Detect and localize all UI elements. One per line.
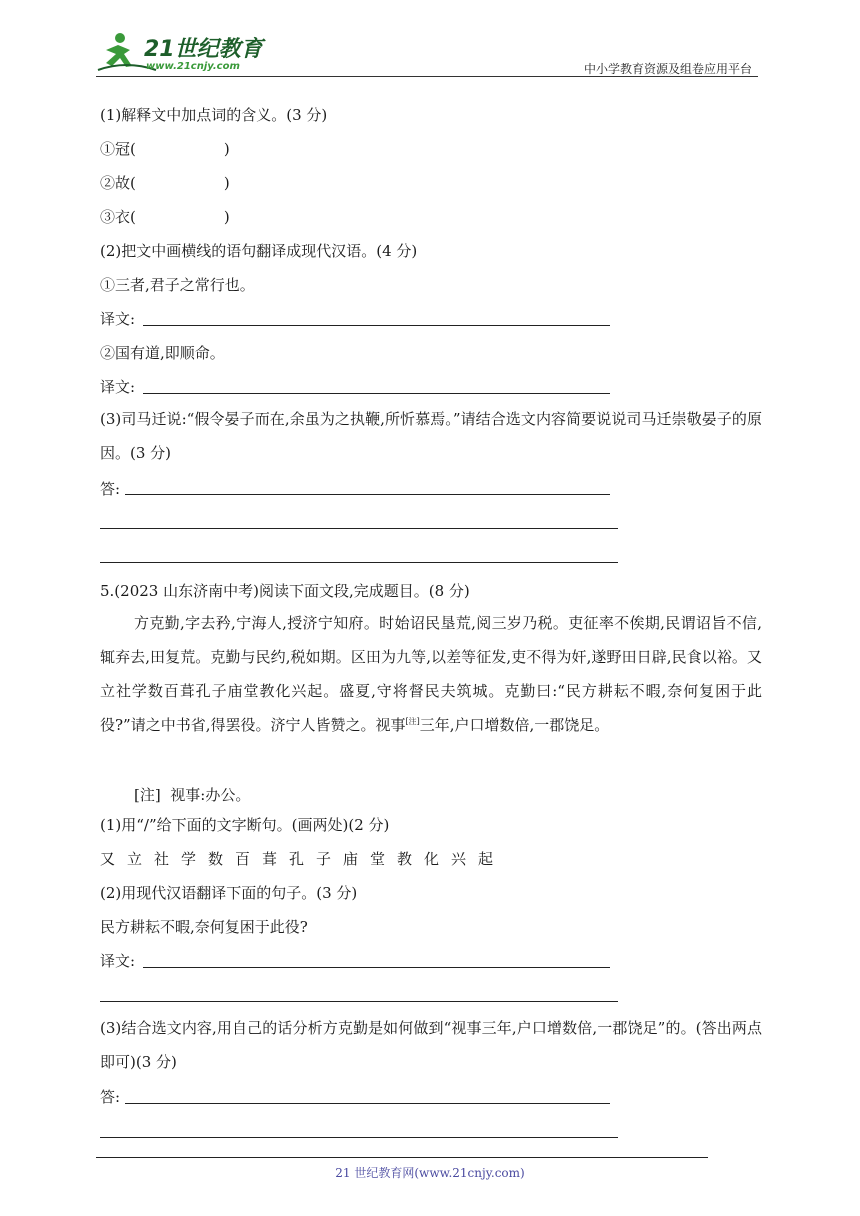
logo-text: 21世纪教育 [144, 37, 263, 62]
note-marker: [注] [405, 717, 420, 726]
q3-text: (3)司马迁说:“假令晏子而在,余虽为之执鞭,所忻慕焉。”请结合选文内容简要说说司马迁崇敬晏子的原因。(3 分) [100, 410, 762, 462]
q1-item [100, 173, 230, 193]
q5-sub1-title: (1)用“/”给下面的文字断句。(画两处)(2 分) [100, 816, 390, 834]
q5-sub2-sentence: 民方耕耘不暇,奈何复困于此役? [100, 918, 308, 936]
q5-title: 5.(2023 山东济南中考)阅读下面文段,完成题目。(8 分) [100, 582, 470, 600]
q5-passage-text: 方克勤,字去矜,宁海人,授济宁知府。时始诏民垦荒,阅三岁乃税。吏征率不俟期,民谓诏旨不信,辄弃去,田复荒。克勤与民约,税如期。区田为九等,以差等征发,吏不得为奸,遂野田日辟,民食以裕。又立社学数百葺孔子庙堂教化兴起。盛夏,守将督民夫筑城。克勤曰:“民方耕耘不暇,奈何复困于此役?”请之中书省,得罢役。济宁人皆赞之。视事 [100, 614, 762, 734]
q5-note [134, 785, 250, 805]
q5-passage [100, 606, 762, 742]
answer-line[interactable] [143, 393, 610, 394]
answer-line[interactable] [100, 528, 618, 529]
q2-sentence-2: ②国有道,即顺命。 [100, 344, 225, 362]
q5-sub3-label: 答: [100, 1088, 121, 1106]
q1-item [100, 139, 230, 159]
q2-title: (2)把文中画横线的语句翻译成现代汉语。(4 分) [100, 242, 418, 260]
platform-name: 中小学教育资源及组卷应用平台 [583, 62, 752, 76]
page-header [96, 30, 758, 78]
answer-line[interactable] [143, 325, 610, 326]
footer-divider [96, 1157, 708, 1158]
q5-sub3-text: (3)结合选文内容,用自己的话分析方克勤是如何做到“视事三年,户口增数倍,一郡饶足”的。(答出两点即可)(3 分) [100, 1019, 762, 1071]
answer-line[interactable] [100, 1137, 618, 1138]
answer-line[interactable] [100, 562, 618, 563]
q3-answer-label: 答: [100, 480, 121, 498]
q1-item-word: ②故( [100, 174, 136, 192]
q1-item-word: ③衣( [100, 208, 136, 226]
logo-url: www.21cnjy.com [146, 61, 240, 72]
q1-item-close: ) [223, 174, 230, 192]
answer-line[interactable] [143, 967, 610, 968]
q2-translation-label: 译文: [100, 378, 136, 396]
q2-sentence-1: ①三者,君子之常行也。 [100, 276, 255, 294]
q5-note-label: [注] [134, 786, 161, 804]
q1-item-close: ) [223, 140, 230, 158]
q1-item-close: ) [223, 208, 230, 226]
header-divider [96, 76, 758, 77]
q5-passage-end: 三年,户口增数倍,一郡饶足。 [419, 716, 610, 734]
answer-line[interactable] [100, 1001, 618, 1002]
answer-line[interactable] [125, 1103, 610, 1104]
q5-sub2-label: 译文: [100, 952, 136, 970]
q5-sub1-text: 又立社学数百葺孔子庙堂教化兴起 [100, 850, 506, 868]
q1-item [100, 207, 230, 227]
q1-item-word: ①冠( [100, 140, 136, 158]
q5-note-text: 视事:办公。 [170, 786, 251, 804]
q2-translation-label: 译文: [100, 310, 136, 328]
q1-title: (1)解释文中加点词的含义。(3 分) [100, 106, 328, 124]
q5-sub2-title: (2)用现代汉语翻译下面的句子。(3 分) [100, 884, 358, 902]
answer-line[interactable] [125, 494, 610, 495]
footer-text: 21 世纪教育网(www.21cnjy.com) [335, 1166, 525, 1180]
